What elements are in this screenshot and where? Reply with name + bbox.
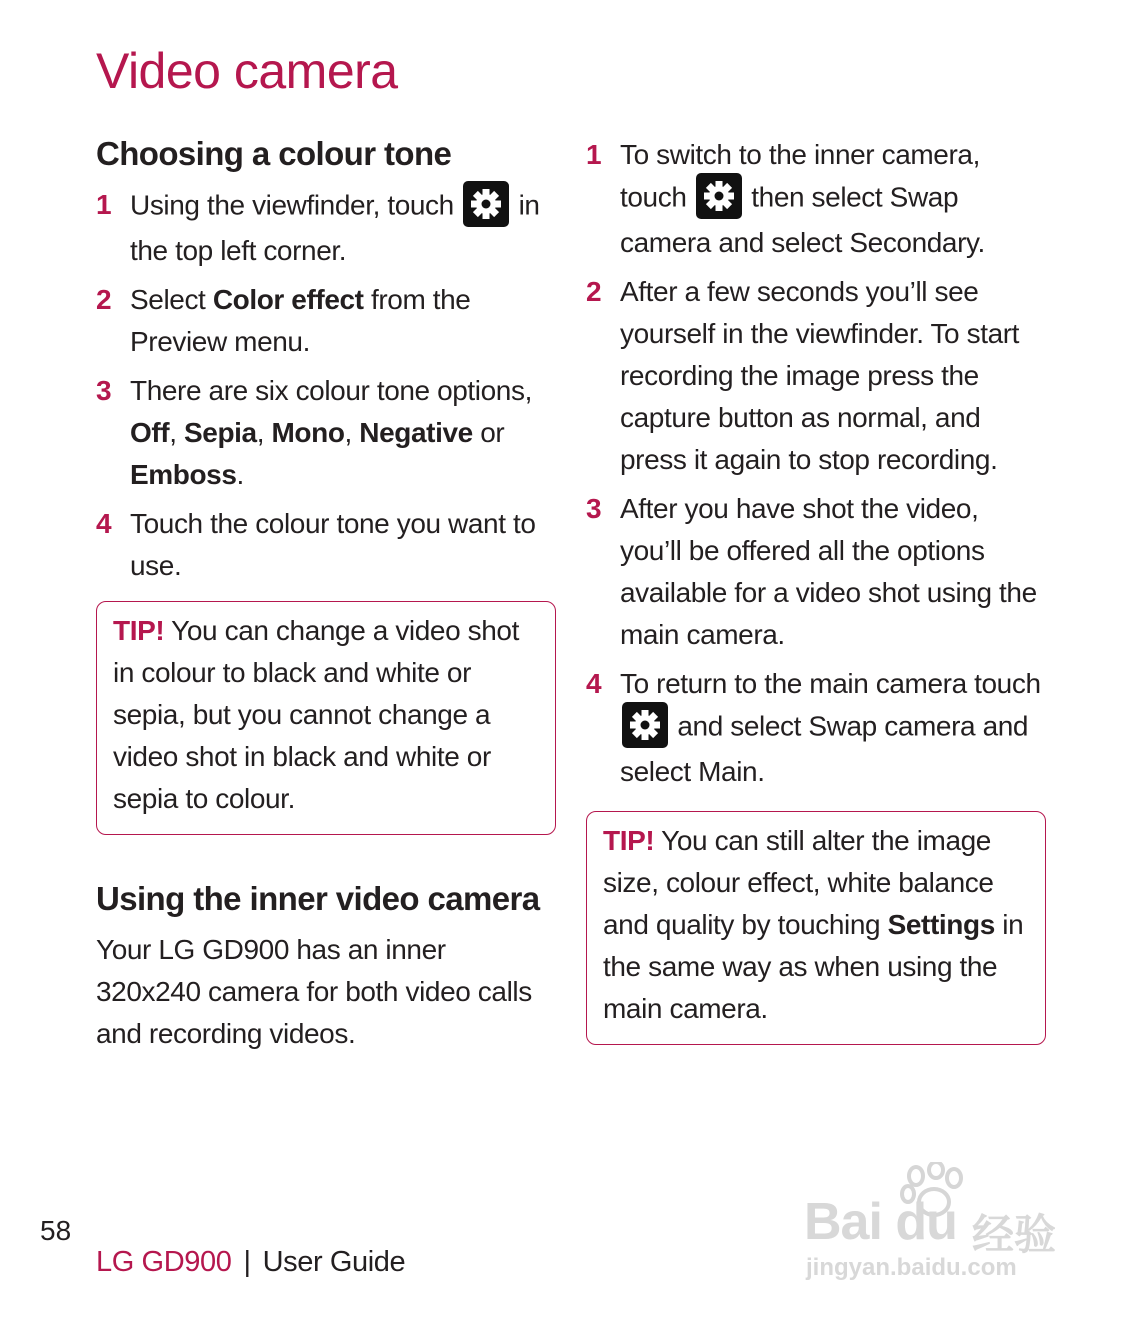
option-negative: Negative — [359, 417, 473, 448]
tip-label: TIP! — [113, 615, 165, 646]
step-number: 3 — [586, 493, 602, 524]
separator: or — [472, 417, 505, 448]
step-number: 1 — [96, 189, 112, 220]
option-emboss: Emboss — [130, 459, 237, 490]
tip-box — [586, 811, 1046, 1045]
separator: , — [344, 417, 360, 448]
right-column — [586, 134, 1046, 1045]
tip-label: TIP! — [603, 825, 655, 856]
step-text-continued: in the top left corner. — [130, 189, 540, 266]
tip-text-continued: in the same way as when using the main camera. — [603, 909, 1024, 1024]
watermark-brand: Bai du — [804, 1193, 957, 1251]
list-item — [586, 663, 1046, 793]
step-text: After you have shot the video, you’ll be offered all the options available for a video shot using the main camera. — [620, 493, 1037, 650]
step-text: To return to the main camera touch — [620, 668, 1041, 699]
settings-term: Settings — [887, 909, 995, 940]
step-text: There are six colour tone options, — [130, 375, 532, 406]
step-text-continued: then select Swap camera and select Secondary. — [620, 181, 985, 258]
step-text: Using the viewfinder, touch — [130, 189, 462, 221]
section-heading-inner-camera: Using the inner video camera — [96, 880, 540, 917]
step-text-continued: from the Preview menu. — [130, 284, 471, 357]
watermark-url: jingyan.baidu.com — [806, 1254, 1017, 1281]
option-sepia: Sepia — [184, 417, 257, 448]
page-number: 58 — [40, 1215, 72, 1246]
gear-icon — [696, 173, 742, 219]
list-item — [96, 370, 556, 496]
step-text: Touch the colour tone you want to use. — [130, 508, 536, 581]
gear-icon — [622, 702, 668, 748]
step-text: Select — [130, 284, 213, 315]
step-number: 3 — [96, 375, 112, 406]
gear-icon — [463, 181, 509, 227]
colour-tone-steps — [96, 184, 556, 587]
step-number: 1 — [586, 139, 602, 170]
watermark — [804, 1162, 1074, 1292]
separator: . — [236, 459, 244, 490]
option-mono: Mono — [271, 417, 345, 448]
footer — [96, 1246, 405, 1279]
footer-separator: | — [243, 1246, 251, 1278]
step-number: 2 — [586, 276, 602, 307]
list-item — [586, 134, 1046, 264]
left-column — [96, 130, 556, 1055]
option-off: Off — [130, 417, 170, 448]
page-title: Video camera — [96, 43, 398, 99]
list-item — [586, 271, 1046, 481]
step-text: After a few seconds you’ll see yourself in the viewfinder. To start recording the image press the capture button as normal, and press it again to stop recording. — [620, 276, 1020, 475]
step-text-continued: and select Swap camera and select Main. — [620, 710, 1029, 787]
section-heading-colour-tone: Choosing a colour tone — [96, 135, 452, 172]
list-item — [96, 184, 556, 272]
tip-text: You can still alter the image size, colour effect, white balance and quality by touching — [603, 825, 994, 940]
list-item — [586, 488, 1046, 656]
footer-model: LG GD900 — [96, 1246, 232, 1278]
footer-guide: User Guide — [262, 1246, 406, 1278]
separator: , — [256, 417, 272, 448]
tip-box — [96, 601, 556, 835]
step-number: 4 — [586, 668, 602, 699]
section-body: Your LG GD900 has an inner 320x240 camera for both video calls and recording videos. — [96, 934, 532, 1049]
tip-text: You can change a video shot in colour to black and white or sepia, but you cannot change a video shot in black and white or sepia to colour. — [113, 615, 519, 814]
step-number: 4 — [96, 508, 112, 539]
step-text: To switch to the inner camera, touch — [620, 139, 980, 213]
menu-term: Color effect — [212, 284, 364, 315]
step-number: 2 — [96, 284, 112, 315]
separator: , — [169, 417, 184, 448]
list-item — [96, 279, 556, 363]
inner-camera-steps — [586, 134, 1046, 793]
watermark-cn: 经验 — [972, 1211, 1057, 1258]
list-item — [96, 503, 556, 587]
